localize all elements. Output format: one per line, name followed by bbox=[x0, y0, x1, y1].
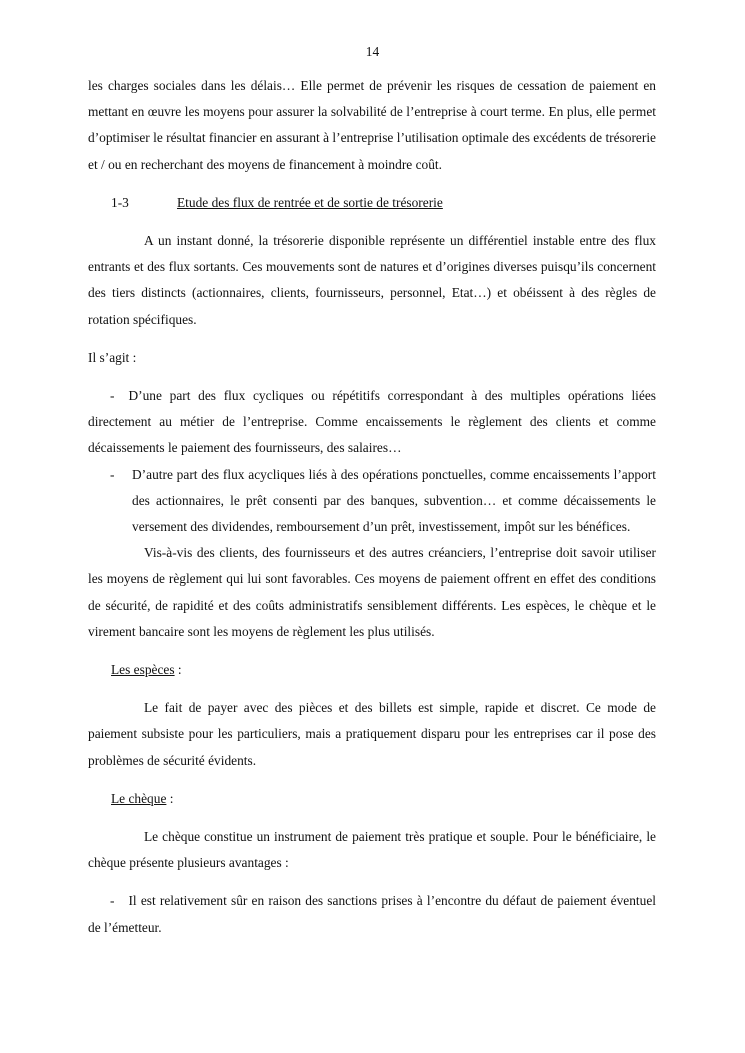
paragraph-flux-intro: A un instant donné, la trésorerie disponible représente un différentiel instable entre des flux entrants et des flux sortants. Ces mouvements sont de natures et d’origines diverses puisqu’ils concernent des tiers distincts (actionnaires, clients, fournisseurs, personnel, Etat…) et obéissent à des règles de rotation spécifiques. bbox=[88, 233, 656, 327]
list-item-flux-acycliques bbox=[88, 462, 656, 541]
section-title: Etude des flux de rentrée et de sortie de trésorerie bbox=[177, 194, 443, 210]
section-heading bbox=[88, 190, 656, 216]
paragraph-cheque: Le chèque constitue un instrument de paiement très pratique et souple. Pour le bénéficiaire, le chèque présente plusieurs avantages : bbox=[88, 829, 656, 871]
dash-bullet: - bbox=[110, 466, 115, 482]
section-number: 1-3 bbox=[111, 194, 129, 210]
document-body bbox=[88, 73, 656, 941]
subheading-cheque-label: Le chèque bbox=[111, 790, 167, 806]
paragraph-especes: Le fait de payer avec des pièces et des billets est simple, rapide et discret. Ce mode de paiement subsiste pour les particuliers, mais a pratiquement disparu pour les entreprises car il pose des problèmes de sécurité évidents. bbox=[88, 700, 656, 768]
subheading-especes bbox=[88, 657, 656, 683]
list-item-text: D’autre part des flux acycliques liés à des opérations ponctuelles, comme encaissements l’apport des actionnaires, le prêt consenti par des banques, subvention… et comme décaissements le versement des dividendes, remboursement d’un prêt, investissement, impôt sur les bénéfices. bbox=[132, 466, 656, 535]
dash-bullet: - bbox=[110, 388, 115, 404]
dash-bullet: - bbox=[110, 893, 115, 909]
subheading-especes-suffix: : bbox=[174, 662, 182, 678]
subheading-cheque-suffix: : bbox=[166, 790, 174, 806]
list-item-text: Il est relativement sûr en raison des sanctions prises à l’encontre du défaut de paiement éventuel de l’émetteur. bbox=[88, 893, 656, 935]
list-item-text: D’une part des flux cycliques ou répétitifs correspondant à des multiples opérations liées directement au métier de l’entreprise. Comme encaissements le règlement des clients et comme décaissements le paiement des fournisseurs, des salaires… bbox=[88, 388, 656, 456]
subheading-especes-label: Les espèces bbox=[111, 662, 175, 678]
paragraph-moyens-reglement: Vis-à-vis des clients, des fournisseurs et des autres créanciers, l’entreprise doit savoir utiliser les moyens de règlement qui lui sont favorables. Ces moyens de paiement offrent en effet des conditions de sécurité, de rapidité et des coûts administratifs sensiblement différents. Les espèces, le chèque et le virement bancaire sont les moyens de règlement les plus utilisés. bbox=[88, 545, 656, 639]
paragraph-tresorerie-role: les charges sociales dans les délais… Elle permet de prévenir les risques de cessation de paiement en mettant en œuvre les moyens pour assurer la solvabilité de l’entreprise à court terme. En plus, elle permet d’optimiser le résultat financier en assurant à l’entreprise l’utilisation optimale des excédents de trésorerie et / ou en recherchant des moyens de financement à moindre coût. bbox=[88, 78, 656, 172]
paragraph-il-sagit: Il s’agit : bbox=[88, 349, 137, 365]
subheading-cheque bbox=[88, 786, 656, 812]
list-item-flux-cycliques bbox=[88, 383, 656, 462]
list-item-cheque-surete bbox=[88, 888, 656, 940]
page-number: 14 bbox=[365, 44, 380, 59]
